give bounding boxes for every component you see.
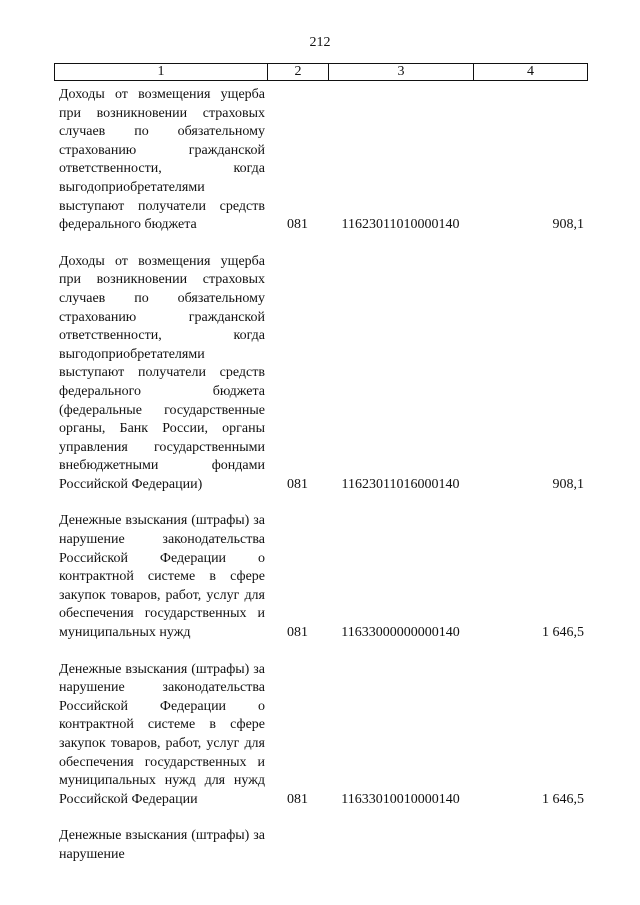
table-header bbox=[54, 63, 588, 81]
table-row bbox=[54, 86, 587, 235]
row-admin-code: 081 bbox=[287, 791, 308, 807]
row-budget-code: 11623011010000140 bbox=[341, 217, 460, 233]
header-col-4: 4 bbox=[474, 64, 588, 81]
table-row bbox=[54, 253, 587, 495]
page-number: 212 bbox=[309, 35, 331, 50]
row-budget-code: 11633010010000140 bbox=[341, 791, 460, 807]
header-col-3: 3 bbox=[329, 64, 474, 81]
row-amount: 908,1 bbox=[552, 476, 584, 492]
table-row bbox=[54, 827, 587, 864]
row-description: Доходы от возмещения ущерба при возникновении страховых случаев по обязательному страхованию гражданской ответственности, когда выгодоприобретателями выступают получатели средств федерального бюджета (федеральные государственные органы, Банк России, органы управления государственными внебюджетными фондами Российской Федерации) bbox=[59, 253, 265, 492]
table-row bbox=[54, 661, 587, 810]
row-description: Доходы от возмещения ущерба при возникновении страховых случаев по обязательному страхованию гражданской ответственности, когда выгодоприобретателями выступают получатели средств федерального бюджета bbox=[59, 87, 265, 233]
table-body bbox=[54, 86, 587, 883]
row-budget-code: 11623011016000140 bbox=[341, 476, 460, 492]
header-col-1: 1 bbox=[55, 64, 268, 81]
row-description: Денежные взыскания (штрафы) за нарушение законодательства Российской Федерации о контрактной системе в сфере закупок товаров, работ, услуг для обеспечения государственных и муниципальных нужд для нужд Российской Федерации bbox=[59, 661, 265, 807]
row-description: Денежные взыскания (штрафы) за нарушение законодательства Российской Федерации о контрактной системе в сфере закупок товаров, работ, услуг для обеспечения государственных и муниципальных нужд bbox=[59, 513, 265, 641]
header-row bbox=[55, 64, 588, 81]
row-amount: 908,1 bbox=[552, 217, 584, 233]
header-col-2: 2 bbox=[268, 64, 329, 81]
row-amount: 1 646,5 bbox=[542, 625, 584, 641]
row-admin-code: 081 bbox=[287, 217, 308, 233]
row-admin-code: 081 bbox=[287, 625, 308, 641]
row-budget-code: 11633000000000140 bbox=[341, 625, 460, 641]
row-amount: 1 646,5 bbox=[542, 791, 584, 807]
row-description: Денежные взыскания (штрафы) за нарушение bbox=[59, 828, 265, 862]
table-row bbox=[54, 512, 587, 642]
row-admin-code: 081 bbox=[287, 476, 308, 492]
